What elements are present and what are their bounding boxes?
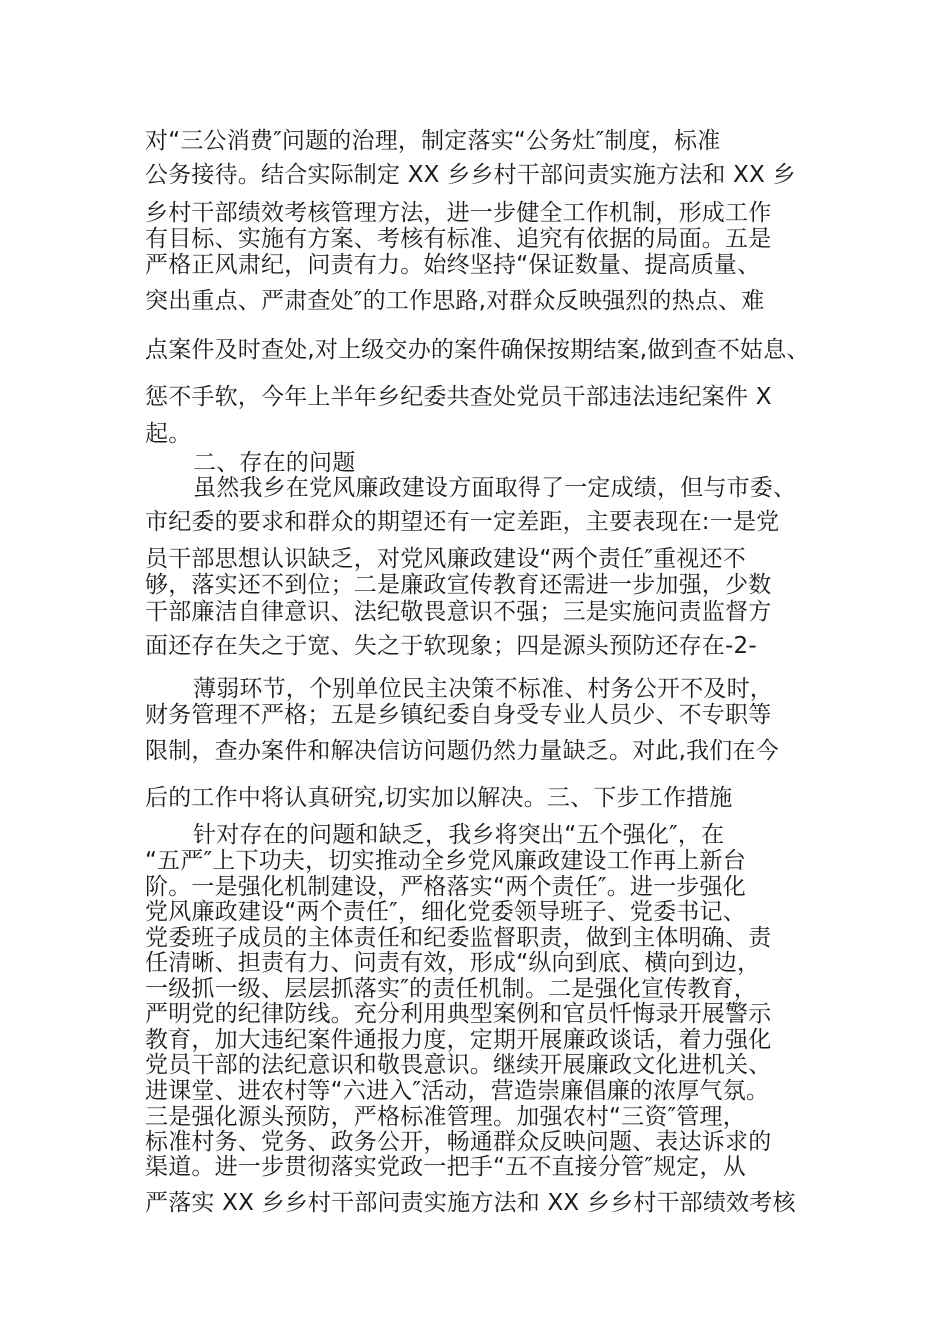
text-line: 有目标、实施有方案、考核有标准、追究有依据的局面。五是 <box>145 226 772 252</box>
text-line: 公务接待。结合实际制定 XX 乡乡村干部问责实施方法和 XX 乡 <box>145 162 796 188</box>
text-line: 点案件及时查处,对上级交办的案件确保按期结案,做到查不姑息、 <box>145 337 810 363</box>
text-line: 党委班子成员的主体责任和纪委监督职责，做到主体明确、责 <box>145 925 772 951</box>
text-line: 后的工作中将认真研究,切实加以解决。三、下步工作措施 <box>145 785 733 811</box>
text-line: 渠道。进一步贯彻落实党政一把手“五不直接分管″规定，从 <box>145 1154 746 1180</box>
text-line: 乡村干部绩效考核管理方法，进一步健全工作机制，形成工作 <box>145 200 772 226</box>
text-line: 任清晰、担责有力、问责有效，形成“纵向到底、横向到边， <box>145 950 761 976</box>
text-line: 阶。一是强化机制建设，严格落实“两个责任″。进一步强化 <box>145 874 746 900</box>
text-line: 教育，加大违纪案件通报力度，定期开展廉政谈话，着力强化 <box>145 1027 772 1053</box>
text-line: 针对存在的问题和缺乏，我乡将突出“五个强化″，在 <box>193 822 725 848</box>
text-line: 面还存在失之于宽、失之于软现象；四是源头预防还存在-2- <box>145 633 757 659</box>
text-line: 严格正风肃纪，问责有力。始终坚持“保证数量、提高质量、 <box>145 252 761 278</box>
text-line: 党风廉政建设“两个责任″，细化党委领导班子、党委书记、 <box>145 899 746 925</box>
section-heading: 二、存在的问题 <box>193 450 356 476</box>
text-line: 起。 <box>145 421 192 447</box>
text-line: 薄弱环节，个别单位民主决策不标准、村务公开不及时， <box>193 676 773 702</box>
text-line: 财务管理不严格；五是乡镇纪委自身受专业人员少、不专职等 <box>145 702 772 728</box>
text-line: 干部廉洁自律意识、法纪敬畏意识不强；三是实施问责监督方 <box>145 599 772 625</box>
text-line: “五严″上下功夫，切实推动全乡党风廉政建设工作再上新台 <box>145 848 746 874</box>
text-line: 党员干部的法纪意识和敬畏意识。继续开展廉政文化进机关、 <box>145 1052 772 1078</box>
text-line: 限制，查办案件和解决信访问题仍然力量缺乏。对此,我们在今 <box>145 738 779 764</box>
text-line: 虽然我乡在党风廉政建设方面取得了一定成绩，但与市委、 <box>193 475 797 501</box>
text-line: 标准村务、党务、政务公开，畅通群众反映问题、表达诉求的 <box>145 1129 772 1155</box>
text-line: 突出重点、严肃查处″的工作思路,对群众反映强烈的热点、难 <box>145 288 765 314</box>
text-line: 进课堂、进农村等“六进入″活动，营造崇廉倡廉的浓厚气氛。 <box>145 1078 770 1104</box>
text-line: 惩不手软，今年上半年乡纪委共查处党员干部违法违纪案件 X <box>145 384 772 410</box>
text-line: 对“三公消费″问题的治理，制定落实“公务灶″制度，标准 <box>145 128 721 154</box>
text-line: 市纪委的要求和群众的期望还有一定差距，主要表现在:一是党 <box>145 509 780 535</box>
text-line: 三是强化源头预防，严格标准管理。加强农村“三资″管理， <box>145 1104 746 1130</box>
text-line: 够，落实还不到位；二是廉政宣传教育还需进一步加强，少数 <box>145 572 772 598</box>
text-line: 严明党的纪律防线。充分利用典型案例和官员忏悔录开展警示 <box>145 1001 772 1027</box>
text-line: 严落实 XX 乡乡村干部问责实施方法和 XX 乡乡村干部绩效考核 <box>145 1190 796 1216</box>
text-line: 员干部思想认识缺乏，对党风廉政建设“两个责任″重视还不 <box>145 546 746 572</box>
text-line: 一级抓一级、层层抓落实″的责任机制。二是强化宣传教育， <box>145 976 757 1002</box>
